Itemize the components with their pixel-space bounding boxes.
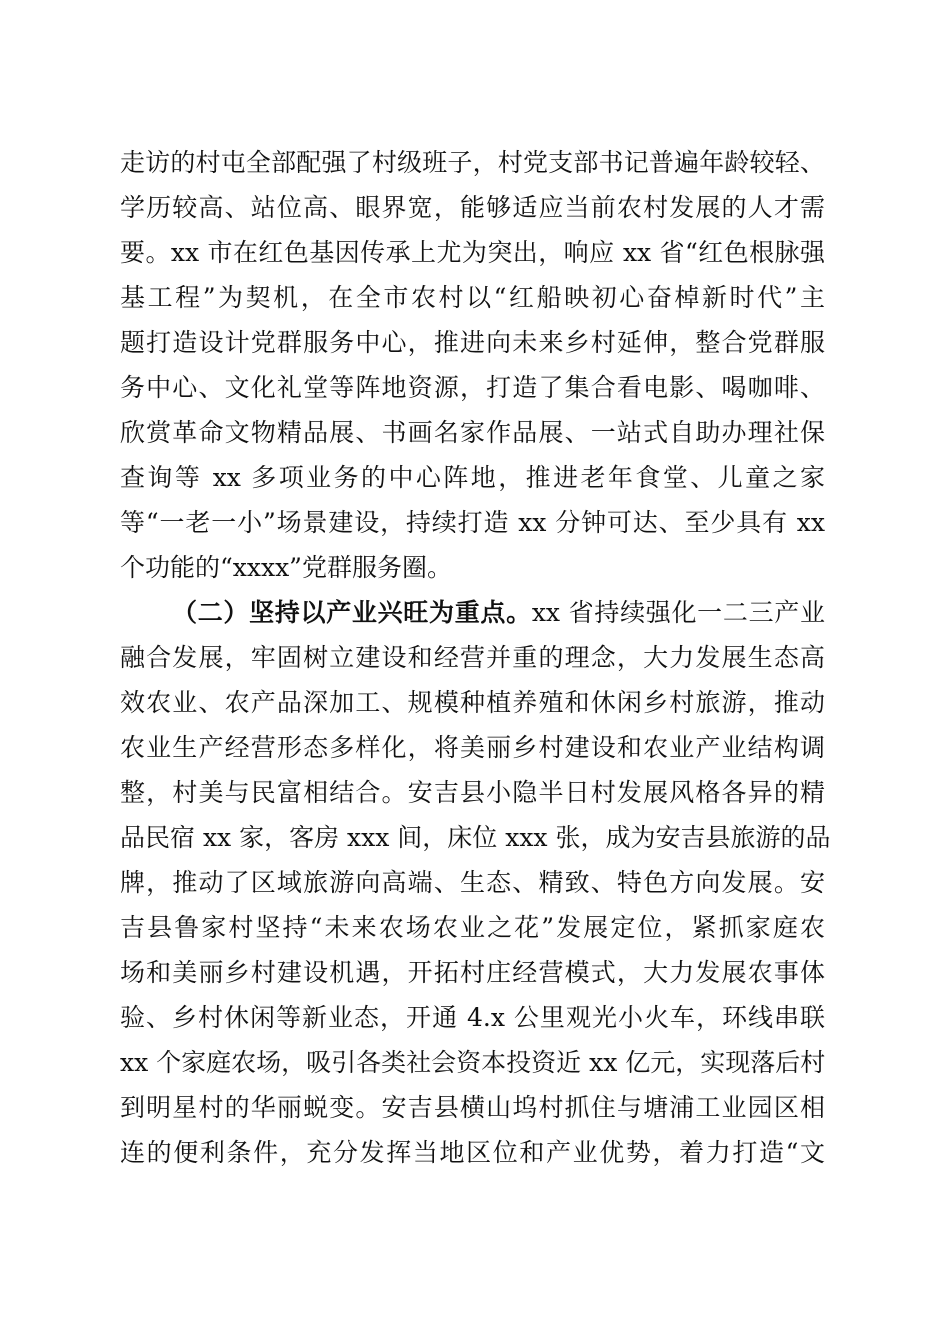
paragraph-2-line-9: 场和美丽乡村建设机遇，开拓村庄经营模式，大力发展农事体 xyxy=(120,958,825,987)
paragraph-2-line-8: 吉县鲁家村坚持“未来农场农业之花”发展定位，紧抓家庭农 xyxy=(120,913,825,942)
paragraph-2-line-11: xx 个家庭农场，吸引各类社会资本投资近 xx 亿元，实现落后村 xyxy=(120,1048,826,1077)
paragraph-1-line-2: 学历较高、站位高、眼界宽，能够适应当前农村发展的人才需 xyxy=(120,193,825,222)
paragraph-2-line-13: 连的便利条件，充分发挥当地区位和产业优势，着力打造“文 xyxy=(120,1138,825,1167)
paragraph-1-line-6: 务中心、文化礼堂等阵地资源，打造了集合看电影、喝咖啡、 xyxy=(120,373,825,402)
paragraph-2-line-2: 融合发展，牢固树立建设和经营并重的理念，大力发展生态高 xyxy=(120,643,825,672)
section-heading: （二）坚持以产业兴旺为重点。 xyxy=(172,598,532,627)
paragraph-1-line-9: 等“一老一小”场景建设，持续打造 xx 分钟可达、至少具有 xx xyxy=(120,508,825,537)
paragraph-1-line-3: 要。xx 市在红色基因传承上尤为突出，响应 xx 省“红色根脉强 xyxy=(120,238,825,267)
paragraph-1-line-5: 题打造设计党群服务中心，推进向未来乡村延伸，整合党群服 xyxy=(120,328,825,357)
paragraph-2-line-12: 到明星村的华丽蜕变。安吉县横山坞村抓住与塘浦工业园区相 xyxy=(120,1093,825,1122)
paragraph-1-line-4: 基工程”为契机，在全市农村以“红船映初心奋棹新时代”主 xyxy=(120,283,825,312)
paragraph-2-line-1 xyxy=(172,598,825,628)
paragraph-2-line-6: 品民宿 xx 家，客房 xxx 间，床位 xxx 张，成为安吉县旅游的品 xyxy=(120,823,831,852)
paragraph-1-line-1: 走访的村屯全部配强了村级班子，村党支部书记普遍年龄较轻、 xyxy=(120,148,825,177)
paragraph-1-line-7: 欣赏革命文物精品展、书画名家作品展、一站式自助办理社保 xyxy=(120,418,825,447)
paragraph-2-line-4: 农业生产经营形态多样化，将美丽乡村建设和农业产业结构调 xyxy=(120,733,825,762)
paragraph-2-line-3: 效农业、农产品深加工、规模种植养殖和休闲乡村旅游，推动 xyxy=(120,688,825,717)
paragraph-1-line-10: 个功能的“xxxx”党群服务圈。 xyxy=(120,553,452,582)
paragraph-1-line-8: 查询等 xx 多项业务的中心阵地，推进老年食堂、儿童之家 xyxy=(120,463,825,492)
paragraph-2-line-1-text: xx 省持续强化一二三产业 xyxy=(531,598,825,627)
paragraph-2-line-10: 验、乡村休闲等新业态，开通 4.x 公里观光小火车，环线串联 xyxy=(120,1003,825,1032)
paragraph-2-line-7: 牌，推动了区域旅游向高端、生态、精致、特色方向发展。安 xyxy=(120,868,825,897)
paragraph-2-line-5: 整，村美与民富相结合。安吉县小隐半日村发展风格各异的精 xyxy=(120,778,825,807)
